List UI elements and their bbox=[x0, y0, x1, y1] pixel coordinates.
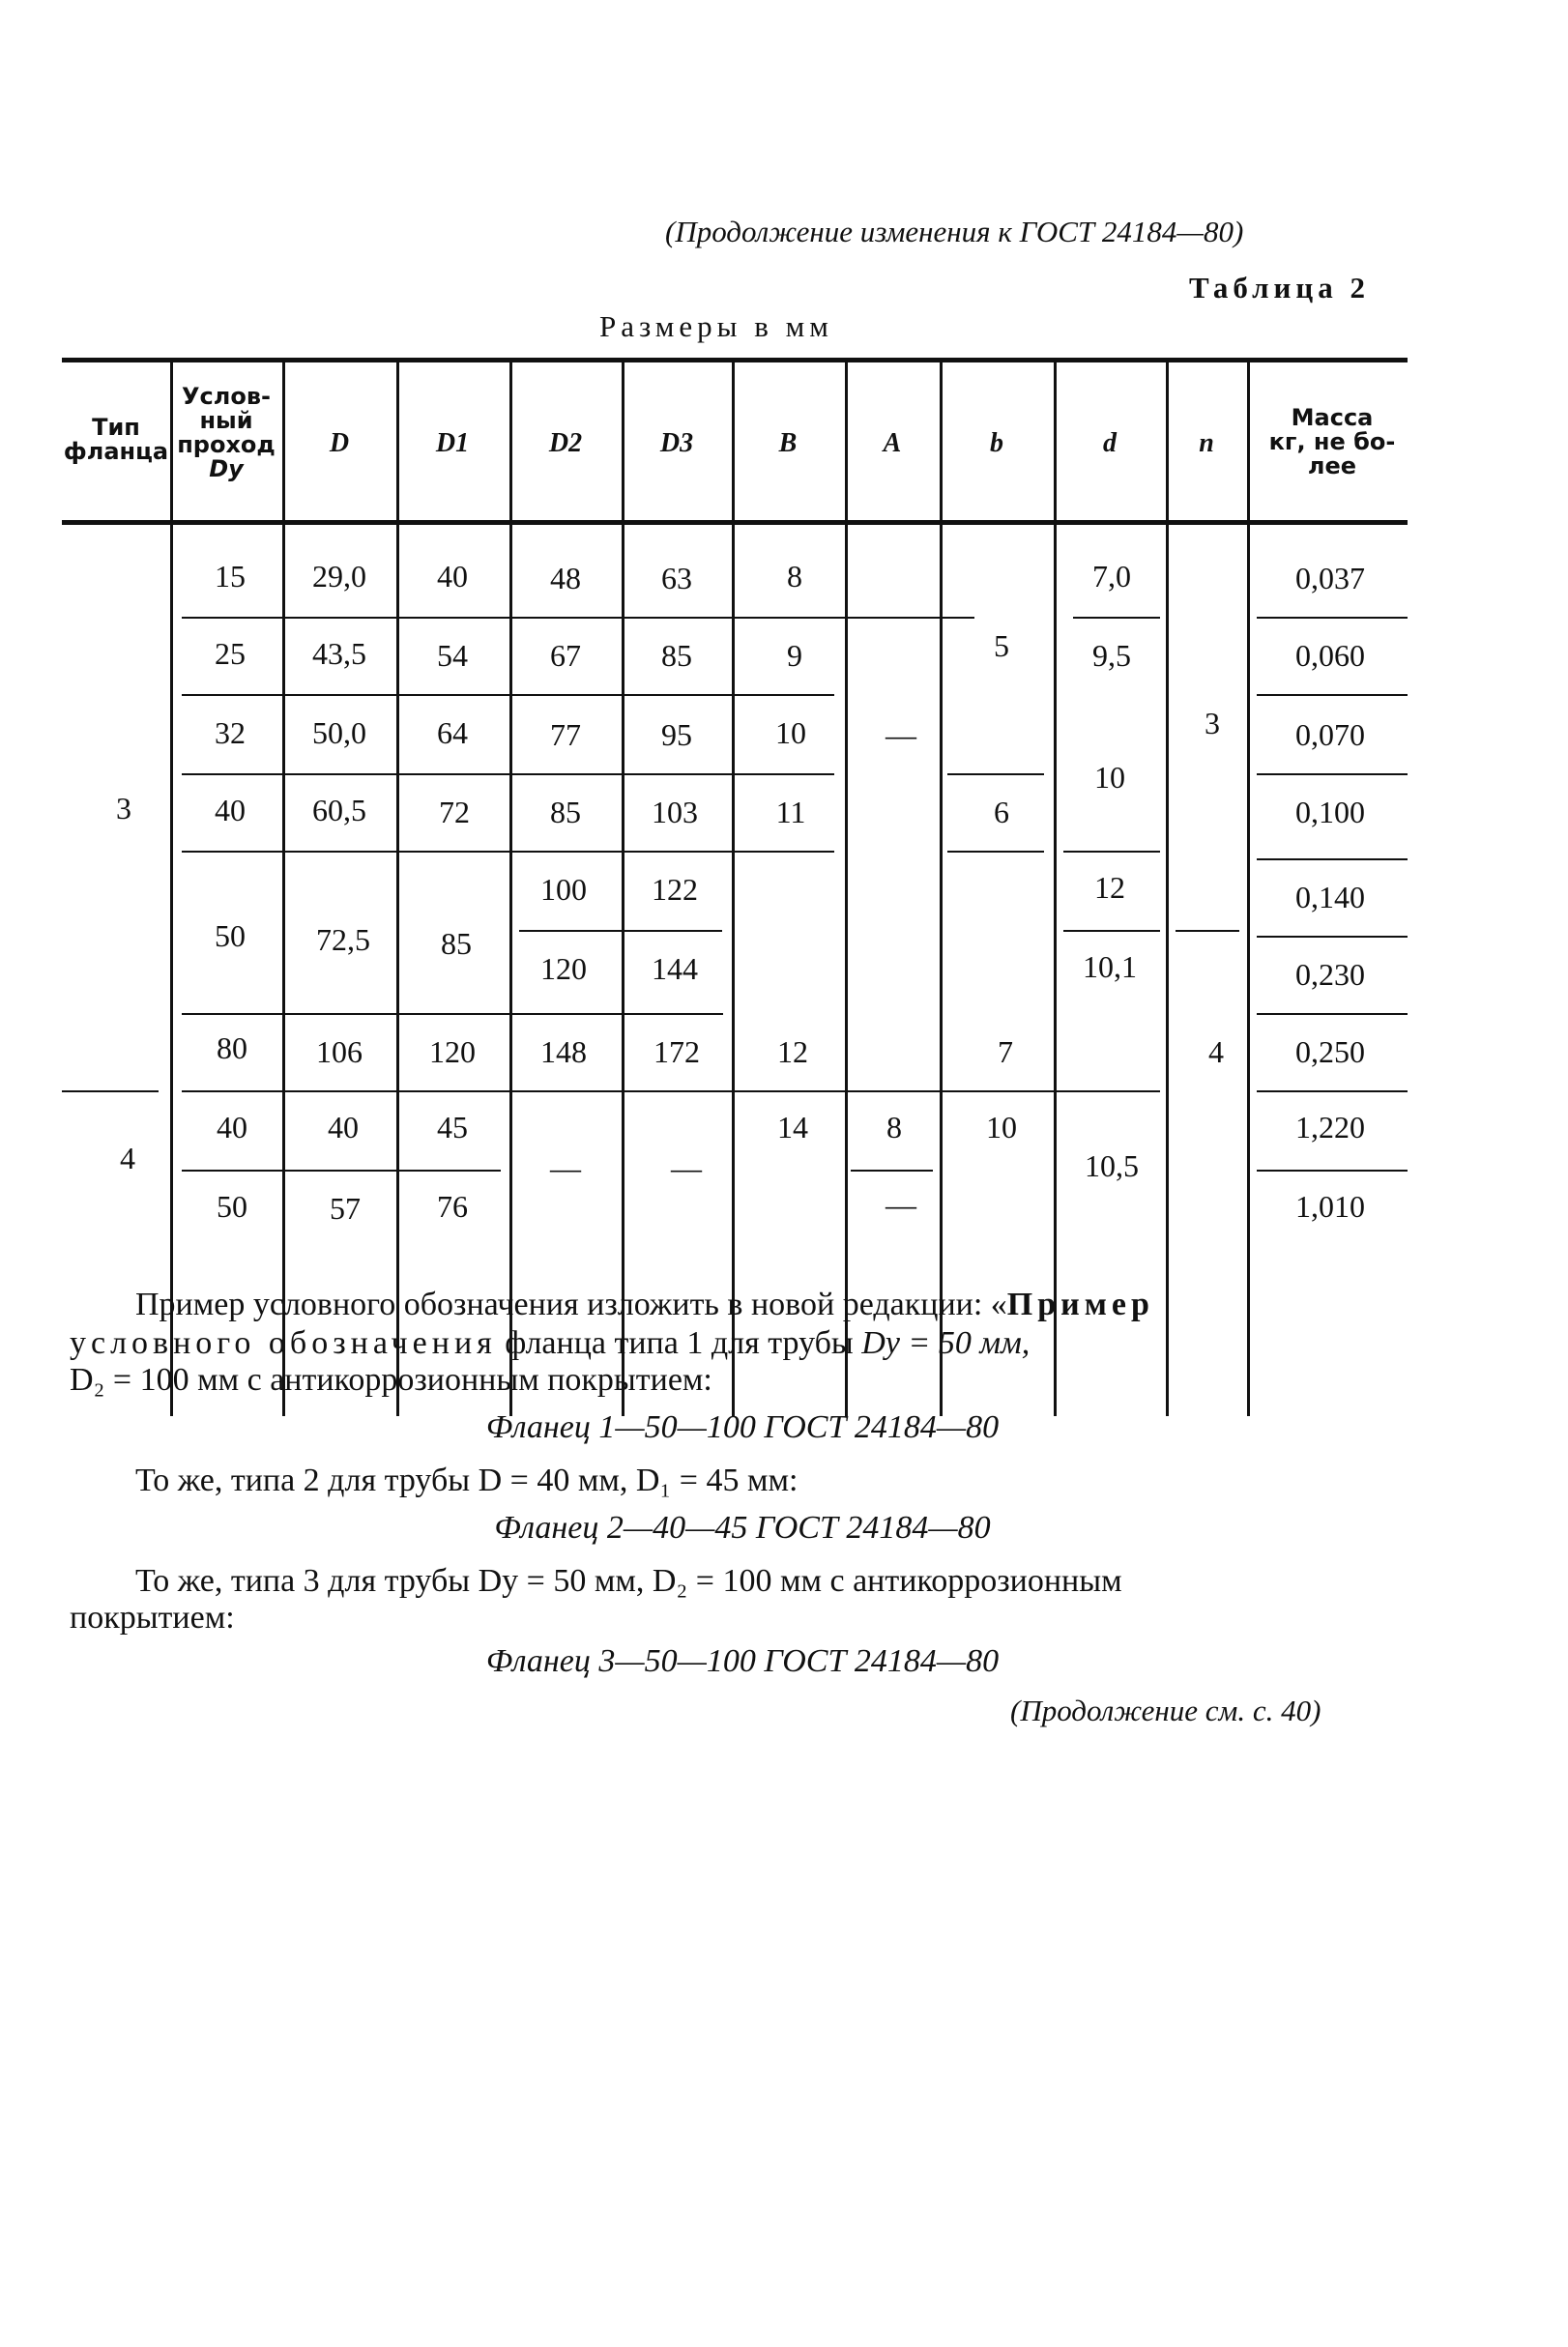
cell-n: 4 bbox=[1208, 1034, 1224, 1069]
header-A: A bbox=[883, 428, 902, 458]
col-divider bbox=[282, 362, 285, 1416]
header-n: n bbox=[1199, 428, 1214, 458]
designation-1: Фланец 1—50—100 ГОСТ 24184—80 bbox=[485, 1409, 1000, 1445]
cell-mass: 0,140 bbox=[1295, 880, 1365, 914]
row-rule bbox=[182, 773, 834, 775]
cell-dy: 50 bbox=[215, 918, 246, 953]
row-rule bbox=[1257, 1170, 1408, 1172]
cell-dy: 25 bbox=[215, 636, 246, 671]
cell-D: 29,0 bbox=[312, 559, 366, 594]
cell-mass: 0,060 bbox=[1295, 638, 1365, 673]
cell-mass: 0,037 bbox=[1295, 561, 1365, 595]
cell-A: — bbox=[886, 1187, 916, 1222]
cell-D: 60,5 bbox=[312, 793, 366, 827]
continuation-footer: (Продолжение см. с. 40) bbox=[1010, 1694, 1321, 1727]
cell-dy: 32 bbox=[215, 715, 246, 750]
cell-D2: 148 bbox=[540, 1034, 587, 1069]
row-rule bbox=[182, 851, 834, 853]
cell-dy: 40 bbox=[217, 1110, 247, 1145]
cell-D: 50,0 bbox=[312, 715, 366, 750]
row-rule bbox=[182, 1013, 723, 1015]
header-b: b bbox=[990, 428, 1003, 458]
cell-B: 9 bbox=[787, 638, 802, 673]
row-rule bbox=[947, 851, 1044, 853]
row-rule bbox=[1257, 617, 1408, 619]
row-rule bbox=[62, 1090, 159, 1092]
text-spaced: условного обозначения bbox=[70, 1325, 497, 1361]
cell-D2: — bbox=[550, 1150, 581, 1185]
row-rule bbox=[1257, 1090, 1408, 1092]
cell-d: 10,1 bbox=[1083, 949, 1137, 984]
header-text: лее bbox=[1307, 452, 1357, 479]
cell-D: 72,5 bbox=[316, 922, 370, 957]
cell-D2: 100 bbox=[540, 872, 587, 907]
header-text: фланца bbox=[63, 438, 169, 465]
cell-d: 10 bbox=[1094, 760, 1125, 795]
row-rule bbox=[182, 694, 834, 696]
cell-D1: 120 bbox=[429, 1034, 476, 1069]
cell-dy: 40 bbox=[215, 793, 246, 827]
cell-b: 6 bbox=[994, 795, 1009, 829]
header-d: d bbox=[1103, 428, 1117, 458]
row-rule bbox=[947, 773, 1044, 775]
paragraph-example bbox=[135, 1286, 1154, 1324]
header-B: B bbox=[778, 428, 798, 458]
header-D2: D2 bbox=[548, 428, 583, 458]
cell-D1: 40 bbox=[437, 559, 468, 594]
cell-D2: 67 bbox=[550, 638, 581, 673]
col-divider bbox=[622, 362, 624, 1416]
cell-D3: 63 bbox=[661, 561, 692, 595]
row-rule bbox=[182, 1170, 501, 1172]
header-type bbox=[64, 416, 168, 464]
col-divider bbox=[940, 362, 943, 1416]
paragraph-example-line3: D₂ = 100 мм с антикоррозионным покрытием: bbox=[70, 1362, 712, 1398]
units-caption: Размеры в мм bbox=[599, 309, 833, 343]
cell-mass: 0,070 bbox=[1295, 717, 1365, 752]
cell-mass: 1,220 bbox=[1295, 1110, 1365, 1145]
cell-D: 106 bbox=[316, 1034, 363, 1069]
cell-D1: 76 bbox=[437, 1189, 468, 1224]
cell-D3: 122 bbox=[652, 872, 698, 907]
cell-D2: 85 bbox=[550, 795, 581, 829]
cell-D1: 64 bbox=[437, 715, 468, 750]
cell-n: 3 bbox=[1205, 706, 1220, 740]
table-header-rule bbox=[62, 520, 1408, 525]
header-text: Тип bbox=[92, 414, 140, 441]
text-spaced: Пример bbox=[1006, 1287, 1154, 1322]
cell-mass: 0,230 bbox=[1295, 957, 1365, 992]
paragraph-example-line2 bbox=[70, 1324, 1030, 1363]
table-top-rule bbox=[62, 358, 1408, 362]
table-label: Таблица 2 bbox=[1189, 271, 1370, 304]
header-D: D bbox=[329, 428, 350, 458]
row-rule bbox=[182, 1090, 1160, 1092]
cell-b: 5 bbox=[994, 628, 1009, 663]
designation-2: Фланец 2—40—45 ГОСТ 24184—80 bbox=[494, 1510, 991, 1546]
row-rule bbox=[1257, 936, 1408, 938]
header-nominal-bore bbox=[177, 385, 276, 481]
row-rule bbox=[1073, 617, 1160, 619]
row-rule bbox=[182, 617, 974, 619]
text: фланца типа 1 для трубы bbox=[496, 1325, 862, 1361]
cell-D2: 120 bbox=[540, 951, 587, 986]
cell-b: 7 bbox=[998, 1034, 1013, 1069]
continuation-header: (Продолжение изменения к ГОСТ 24184—80) bbox=[665, 215, 1244, 248]
row-rule bbox=[1257, 773, 1408, 775]
col-divider bbox=[170, 362, 173, 1416]
row-rule bbox=[1176, 930, 1239, 932]
paragraph-type3-line2: покрытием: bbox=[70, 1600, 235, 1636]
paragraph-type3: То же, типа 3 для трубы Dу = 50 мм, D₂ = 100 мм с антикоррозионным bbox=[135, 1563, 1122, 1599]
row-rule bbox=[519, 930, 722, 932]
row-rule bbox=[1063, 930, 1160, 932]
cell-D3: 85 bbox=[661, 638, 692, 673]
cell-mass: 1,010 bbox=[1295, 1189, 1365, 1224]
cell-B: 10 bbox=[775, 715, 806, 750]
cell-B: 8 bbox=[787, 559, 802, 594]
cell-D: 43,5 bbox=[312, 636, 366, 671]
header-text: Dу bbox=[209, 455, 244, 482]
cell-D1: 72 bbox=[439, 795, 470, 829]
col-divider bbox=[396, 362, 399, 1416]
header-D1: D1 bbox=[435, 428, 470, 458]
cell-d: 7,0 bbox=[1092, 559, 1131, 594]
cell-d: 12 bbox=[1094, 870, 1125, 905]
cell-B: 14 bbox=[777, 1110, 808, 1145]
cell-dy: 15 bbox=[215, 559, 246, 594]
col-divider bbox=[1247, 362, 1250, 1416]
row-rule bbox=[1257, 694, 1408, 696]
cell-D: 40 bbox=[328, 1110, 359, 1145]
col-divider bbox=[1054, 362, 1057, 1416]
row-rule bbox=[1257, 1013, 1408, 1015]
cell-D2: 48 bbox=[550, 561, 581, 595]
paragraph-type2: То же, типа 2 для трубы D = 40 мм, D₁ = 45 мм: bbox=[135, 1463, 799, 1498]
cell-D1: 45 bbox=[437, 1110, 468, 1145]
cell-D3: — bbox=[671, 1150, 702, 1185]
cell-d: 10,5 bbox=[1085, 1148, 1139, 1183]
cell-mass: 0,100 bbox=[1295, 795, 1365, 829]
cell-D3: 103 bbox=[652, 795, 698, 829]
cell-A: — bbox=[886, 717, 916, 752]
cell-type: 4 bbox=[120, 1141, 135, 1175]
header-D3: D3 bbox=[659, 428, 694, 458]
cell-D: 57 bbox=[330, 1191, 361, 1226]
cell-D3: 95 bbox=[661, 717, 692, 752]
cell-mass: 0,250 bbox=[1295, 1034, 1365, 1069]
cell-D3: 172 bbox=[653, 1034, 700, 1069]
col-divider bbox=[845, 362, 848, 1416]
header-mass bbox=[1269, 406, 1396, 478]
cell-dy: 50 bbox=[217, 1189, 247, 1224]
col-divider bbox=[732, 362, 735, 1416]
row-rule bbox=[1063, 851, 1160, 853]
cell-D1: 85 bbox=[441, 926, 472, 961]
cell-B: 11 bbox=[775, 795, 806, 829]
text: Пример условного обозначения изложить в новой редакции: « bbox=[135, 1287, 1007, 1322]
cell-B: 12 bbox=[777, 1034, 808, 1069]
cell-type: 3 bbox=[116, 791, 131, 826]
row-rule bbox=[1257, 858, 1408, 860]
header-text: Масса bbox=[1291, 404, 1374, 431]
text: Dу = 50 мм, bbox=[861, 1325, 1031, 1361]
row-rule bbox=[851, 1170, 933, 1172]
header-text: проход bbox=[177, 431, 276, 458]
col-divider bbox=[509, 362, 512, 1416]
designation-3: Фланец 3—50—100 ГОСТ 24184—80 bbox=[485, 1643, 1000, 1679]
header-text: кг, не бо- bbox=[1268, 428, 1396, 455]
cell-b: 10 bbox=[986, 1110, 1017, 1145]
cell-D2: 77 bbox=[550, 717, 581, 752]
cell-dy: 80 bbox=[217, 1030, 247, 1065]
cell-D3: 144 bbox=[652, 951, 698, 986]
cell-D1: 54 bbox=[437, 638, 468, 673]
header-text: Услов- bbox=[182, 383, 271, 410]
cell-A: 8 bbox=[886, 1110, 902, 1145]
col-divider bbox=[1166, 362, 1169, 1416]
cell-d: 9,5 bbox=[1092, 638, 1131, 673]
header-text: ный bbox=[199, 407, 253, 434]
